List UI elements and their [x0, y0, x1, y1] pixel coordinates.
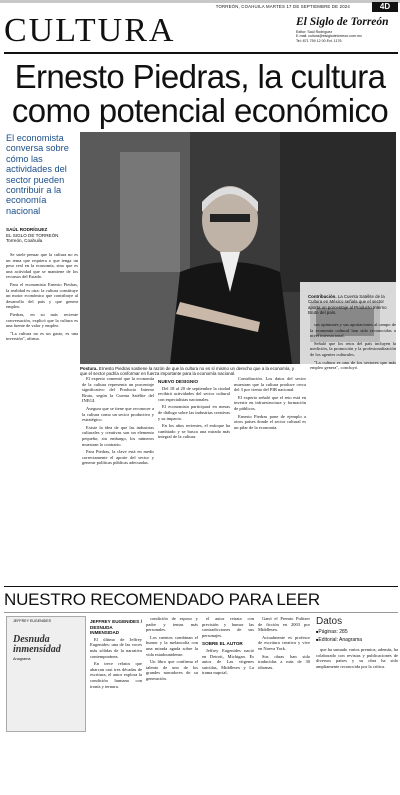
- byline-name: SAÚL RODRÍGUEZ: [6, 227, 48, 232]
- paragraph: Sus obras han sido traducidas a más de 30 idiomas.: [258, 653, 310, 670]
- review-column-3: [202, 616, 254, 786]
- dek: El economista conversa sobre cómo las actividades del sector pueden contribuir a la economía nacional: [6, 133, 69, 216]
- recommended-heading: NUESTRO RECOMENDADO PARA LEER: [4, 590, 320, 609]
- paragraph: Los cuentos combinan el humor y la melancolía con una mirada aguda sobre la vida estadounidense.: [146, 634, 198, 657]
- caption-text: Ernesto Piedras sostiene la razón de que la cultura no es sí mismo un derecho que a la economía, y que el sector podría conformar en fuerza importante para la economía nacional.: [80, 366, 295, 377]
- page-number: 4D: [372, 2, 398, 12]
- phone-line: Tel: 871 759 12 00 Ext. 1176: [296, 38, 342, 43]
- headline: [4, 60, 396, 128]
- review-subhead: JEFFREY EUGENIDES / DESNUDA INMENSIDAD: [90, 619, 142, 636]
- paragraph: En los años recientes, el enfoque ha cambiado y se busca una mirada más integral de la cultura.: [158, 423, 230, 440]
- caption-label: Postura.: [80, 366, 98, 371]
- top-rule: [0, 0, 400, 3]
- paragraph: Contribución. Los datos del sector muestran que la cultura produce cerca del 3 por ciento del PIB nacional.: [234, 376, 306, 393]
- paragraph: El economista participará en mesas de diálogo sobre las industrias creativas y su impacto.: [158, 404, 230, 421]
- data-box-title: Datos: [316, 616, 343, 627]
- body-column-1: [6, 252, 78, 582]
- paragraph: Asegura que se tiene que reconocer a la cultura como un sector productivo y estratégico.: [82, 405, 154, 423]
- side-caption-text: La Cuenta Satélite de la Cultura en México señala que el sector aporta un porcentaje al Producto Interno Bruto del país.: [308, 294, 387, 316]
- paragraph: El experto señaló que el reto está en invertir en infraestructura y formación de públicos.: [234, 394, 306, 411]
- paragraph: Del 18 al 20 de septiembre la ciudad recibirá actividades del sector cultural con especialistas nacionales.: [158, 385, 230, 402]
- masthead-logo: El Siglo de Torreón: [296, 16, 389, 28]
- paragraph: Jeffrey Eugenides nació en Detroit, Michigan. Es autor de Las vírgenes suicidas, Middlesex y La trama nupcial.: [202, 647, 254, 676]
- body-column-4: [234, 376, 306, 582]
- paragraph: condición de esposo y padre y temas más personales.: [146, 616, 198, 633]
- paragraph: Ganó el Premio Pulitzer de ficción en 2003 por Middlesex.: [258, 616, 310, 633]
- data-box: [316, 616, 398, 767]
- body-column-5: [310, 322, 396, 582]
- paragraph: Para el economista Ernesto Piedras, la realidad es otra: la cultura constituye un motor económico que contribuye al desarrollo del país y que genera empleo.: [6, 281, 78, 310]
- paragraph: "La cultura no es un gasto, es una inversión", afirma.: [6, 330, 78, 342]
- review-column-4: [258, 616, 310, 786]
- book-cover: [6, 616, 86, 732]
- data-box-text: [316, 647, 398, 767]
- review-column-1: [90, 616, 142, 786]
- paragraph: En trece relatos que abarcan casi tres décadas de escritura, el autor explora la condición humana con ironía y ternura.: [90, 661, 142, 689]
- paragraph: Se suele pensar que la cultura no es un tema que requiera o que tenga un peso real en la economía, sino que es una actividad que se mantiene de los recursos del Estado.: [6, 252, 78, 280]
- paragraph: Ernesto Piedras pone de ejemplo a otros países donde el sector cultural es un pilar de la economía.: [234, 413, 306, 430]
- book-title: Desnuda inmensidad: [13, 634, 61, 655]
- byline-outlet: EL SIGLO DE TORREÓN: [6, 232, 59, 238]
- byline: [6, 227, 78, 244]
- paragraph: "La cultura es uno de los sectores que más empleo genera", concluyó.: [310, 359, 396, 371]
- header-rule: [4, 52, 398, 54]
- paragraph: Señaló que los retos del país incluyen la medición, la promoción y la profesionalización de los agentes culturales.: [310, 340, 396, 357]
- paragraph: Existe la idea de que las industrias culturales y creativas son un elemento pequeño; sin embargo, los números muestran lo contrario.: [82, 424, 154, 447]
- byline-place: Torreón, Coahuila: [6, 238, 43, 244]
- bottom-subrule: [4, 612, 398, 613]
- review-column-2: [146, 616, 198, 786]
- paragraph: el autor retrata con precisión y humor las contradicciones de sus personajes.: [202, 616, 254, 638]
- editor-line: Editor: Saúl Rodríguez: [296, 30, 333, 34]
- side-caption-label: Contribución.: [308, 294, 337, 299]
- editor-info: [296, 30, 398, 43]
- body-column-2: [82, 376, 154, 582]
- paragraph: Un libro que confirma el talento de uno de los grandes narradores de su generación.: [146, 659, 198, 681]
- about-author-subhead: SOBRE EL AUTOR: [202, 641, 243, 647]
- paragraph: Actualmente es profesor de escritura creativa y vive en Nueva York.: [258, 634, 310, 651]
- book-author: JEFFREY EUGENIDES: [13, 619, 52, 623]
- paragraph: que ha sumado varios premios; además, ha colaborado con revistas y publicaciones de diversos países y su obra ha sido ampliamente reconocida por la crítica.: [316, 647, 398, 669]
- subhead: NUEVO DESIGNIO: [158, 379, 199, 384]
- side-caption: [308, 294, 396, 316]
- data-item-pages: ■ Páginas: 285: [316, 629, 398, 635]
- book-publisher: Anagrama: [13, 657, 31, 661]
- paragraph: El último de Jeffrey Eugenides: una de las voces más sólidas de la narrativa contemporánea.: [90, 636, 142, 659]
- bottom-rule: [4, 586, 398, 587]
- paragraph: El experto comentó que la economía de la cultura representa un porcentaje significativo del Producto Interno Bruto, según la Cuenta Satélite del INEGI.: [82, 376, 154, 404]
- paragraph: Para Piedras, la clave está en medir correctamente el aporte del sector y generar políticas públicas adecuadas.: [82, 449, 154, 466]
- headline-line-2: como potencial económico: [11, 92, 389, 129]
- headline-line-1: Ernesto Piedras, la cultura: [14, 58, 386, 95]
- body-column-3: [158, 376, 230, 582]
- section-title: CULTURA: [4, 12, 176, 49]
- data-item-publisher: ■ Editorial: Anagrama: [316, 637, 398, 643]
- email-line: E-mail: cultura@elsiglodetorreon.com.mx: [296, 34, 362, 39]
- dateline: TORREÓN, COAHUILA MARTES 17 DE SEPTIEMBRE DE 2024: [215, 4, 350, 9]
- paragraph: sus opiniones y sus aportaciones al campo de la economía cultural han sido reconocidas a nivel internacional.: [310, 322, 396, 339]
- paragraph: Piedras, en su más reciente conversación, explicó que la cultura es una fuente de valor y empleo.: [6, 311, 78, 329]
